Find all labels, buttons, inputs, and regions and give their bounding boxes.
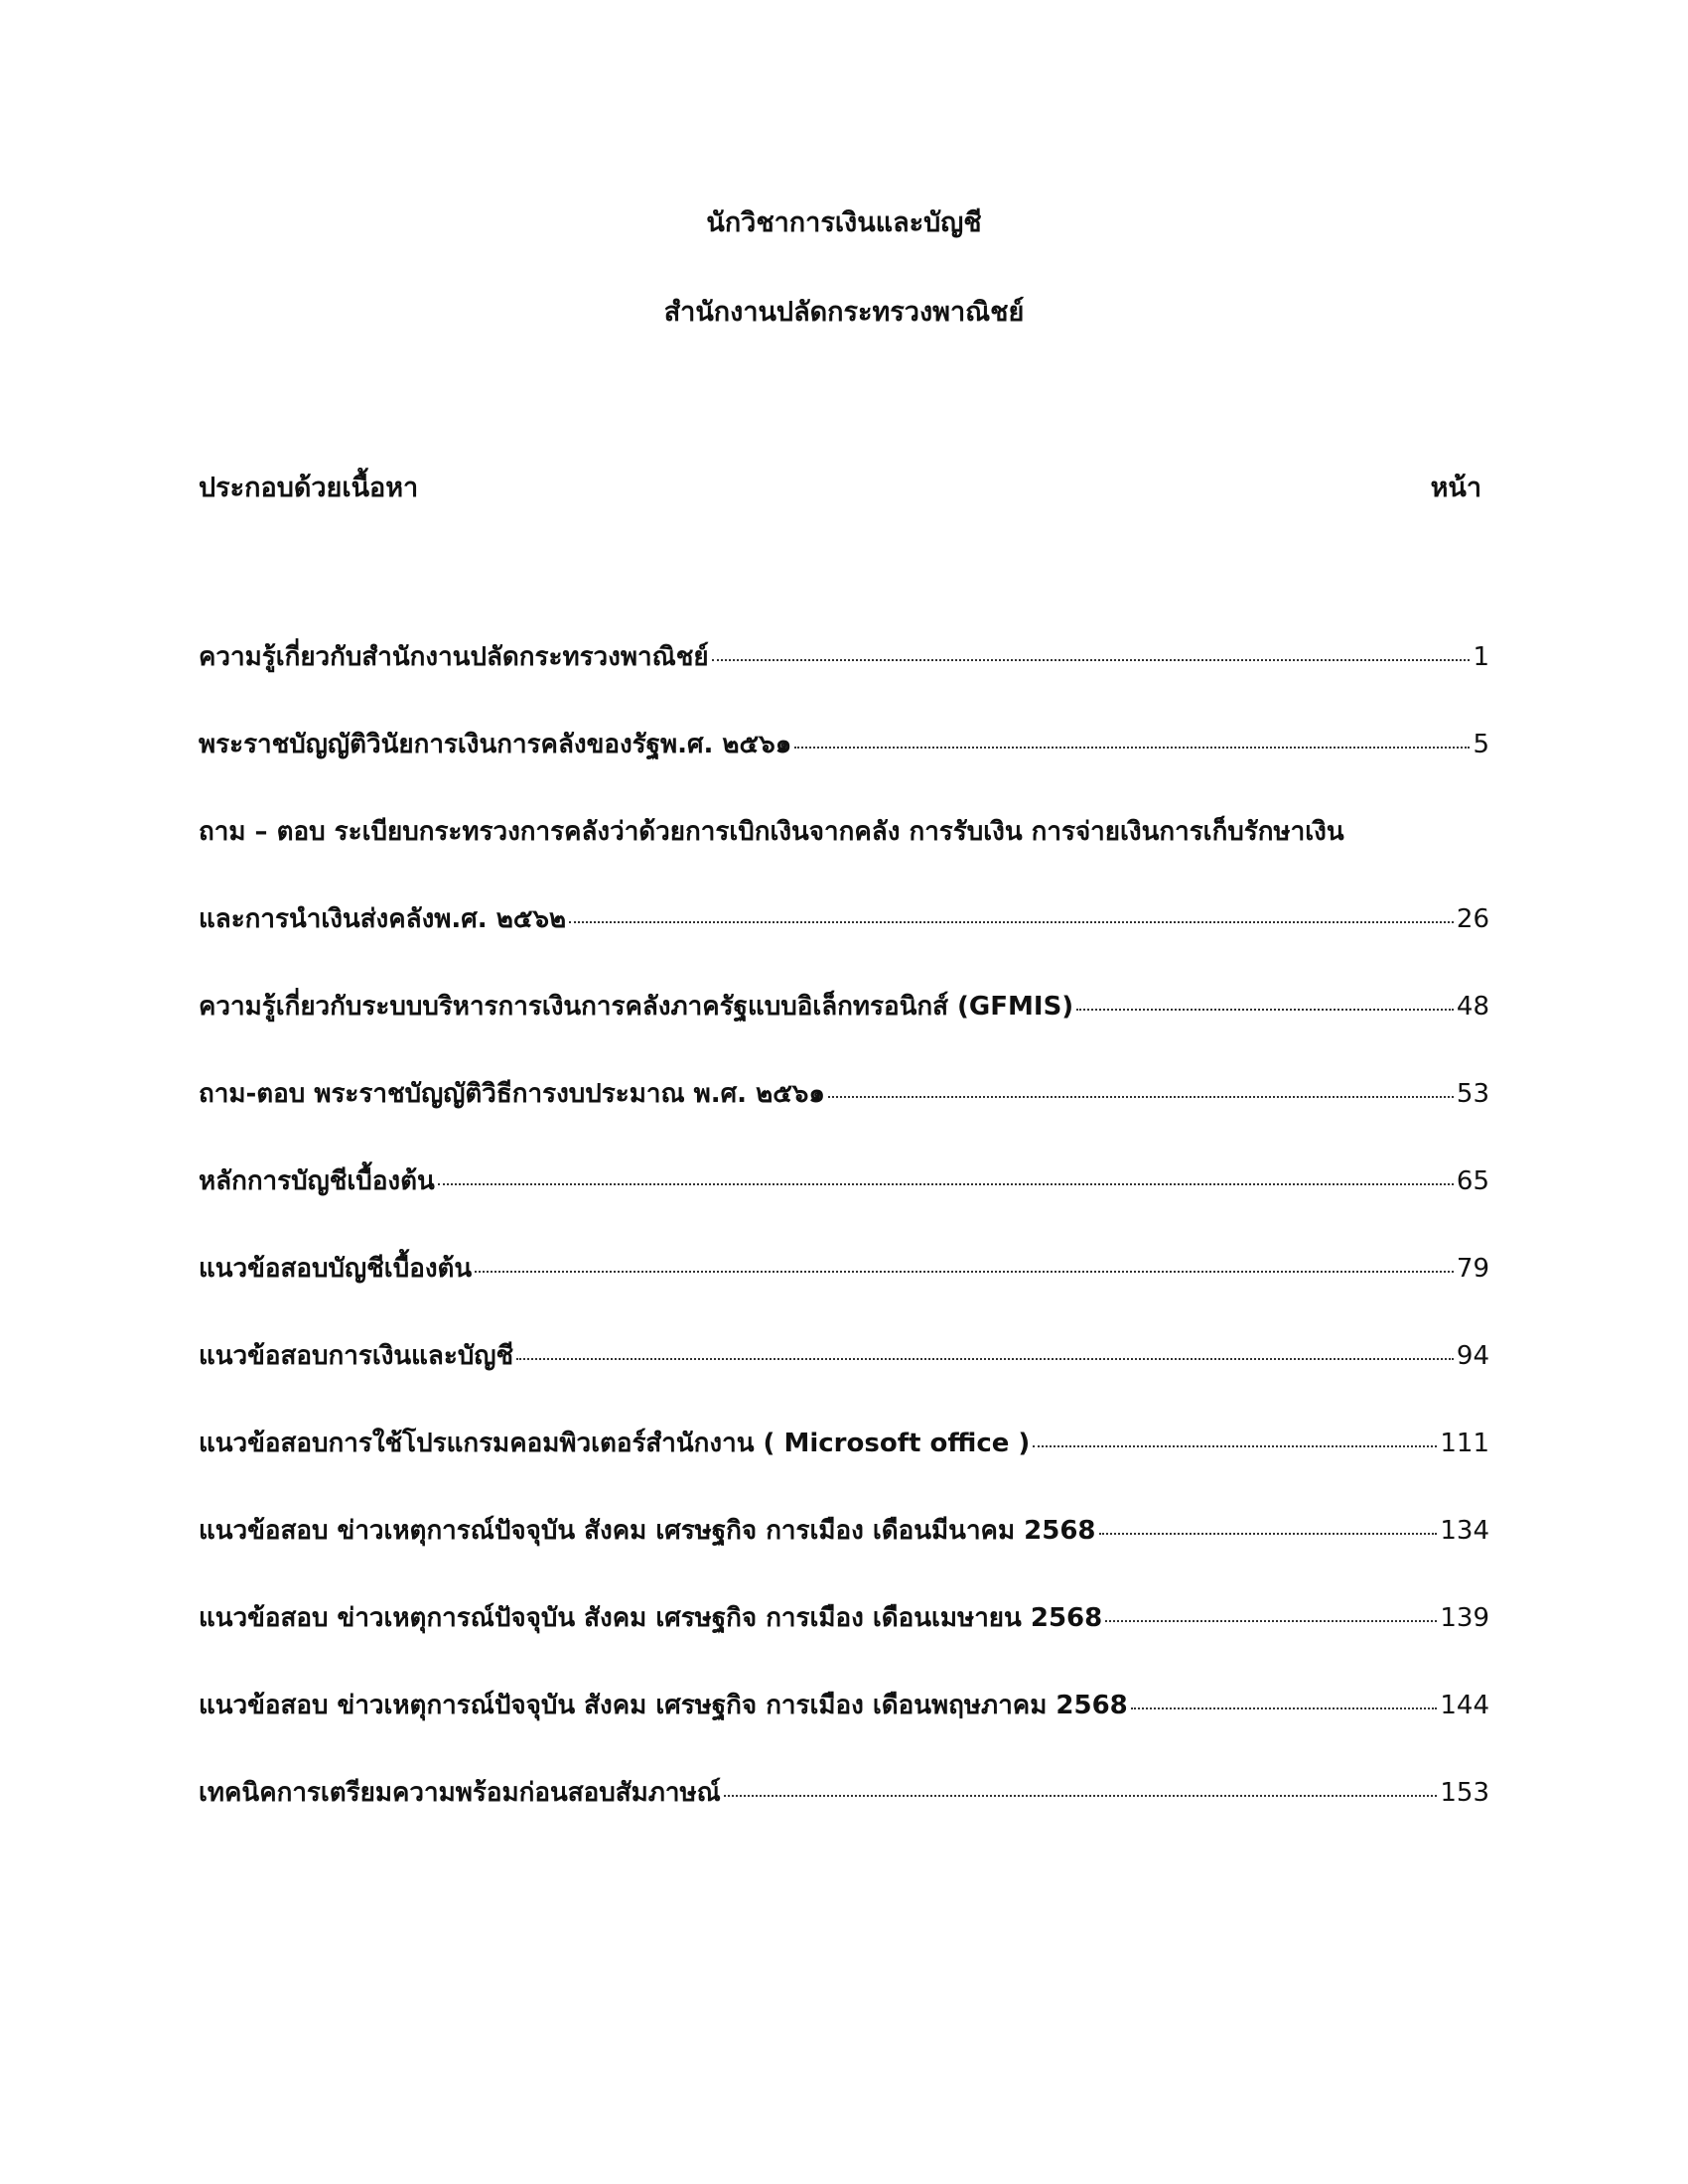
toc-entry-page: 139 bbox=[1440, 1603, 1489, 1633]
toc-entry[interactable] bbox=[199, 637, 1489, 725]
toc-entry-page: 53 bbox=[1456, 1079, 1489, 1109]
toc-leader-dots bbox=[569, 919, 1454, 923]
toc-entry-title: แนวข้อสอบ ข่าวเหตุการณ์ปัจจุบัน สังคม เศรษฐกิจ การเมือง เดือนพฤษภาคม 2568 bbox=[199, 1691, 1128, 1720]
toc-leader-dots bbox=[1105, 1618, 1437, 1622]
toc-entry[interactable] bbox=[199, 1511, 1489, 1598]
toc-entry[interactable] bbox=[199, 1249, 1489, 1336]
toc-entry[interactable] bbox=[199, 1336, 1489, 1424]
toc-entry[interactable] bbox=[199, 812, 1489, 899]
toc-leader-dots bbox=[1131, 1706, 1438, 1709]
toc-entry-page: 111 bbox=[1440, 1429, 1489, 1458]
toc-entry[interactable] bbox=[199, 1686, 1489, 1773]
toc-entry[interactable] bbox=[199, 1161, 1489, 1249]
toc-leader-dots bbox=[828, 1094, 1454, 1098]
toc-heading-page: หน้า bbox=[1430, 473, 1481, 503]
toc-entry[interactable] bbox=[199, 1598, 1489, 1686]
toc-entry-page: 94 bbox=[1456, 1341, 1489, 1371]
toc-entry-page: 48 bbox=[1456, 992, 1489, 1022]
toc-entry-page: 1 bbox=[1473, 642, 1489, 672]
toc-heading-contents: ประกอบด้วยเนื้อหา bbox=[199, 473, 419, 503]
toc-entry-title: แนวข้อสอบ ข่าวเหตุการณ์ปัจจุบัน สังคม เศรษฐกิจ การเมือง เดือนเมษายน 2568 bbox=[199, 1603, 1103, 1633]
toc-list bbox=[199, 637, 1489, 1860]
toc-entry[interactable] bbox=[199, 899, 1489, 987]
toc-entry-page: 79 bbox=[1456, 1254, 1489, 1284]
toc-leader-dots bbox=[1076, 1007, 1454, 1011]
toc-leader-dots bbox=[516, 1356, 1454, 1360]
toc-entry-title: แนวข้อสอบบัญชีเบื้องต้น bbox=[199, 1254, 473, 1284]
toc-entry-page: 153 bbox=[1440, 1778, 1489, 1808]
toc-leader-dots bbox=[724, 1793, 1438, 1797]
toc-entry-title: เทคนิคการเตรียมความพร้อมก่อนสอบสัมภาษณ์ bbox=[199, 1778, 721, 1808]
toc-entry[interactable] bbox=[199, 1773, 1489, 1860]
toc-entry[interactable] bbox=[199, 987, 1489, 1074]
toc-leader-dots bbox=[1099, 1531, 1438, 1535]
toc-entry-title: ถาม-ตอบ พระราชบัญญัติวิธีการงบประมาณ พ.ศ. ๒๕๖๑ bbox=[199, 1079, 825, 1109]
toc-entry[interactable] bbox=[199, 1074, 1489, 1161]
toc-entry[interactable] bbox=[199, 725, 1489, 812]
toc-entry-title: แนวข้อสอบการใช้โปรแกรมคอมพิวเตอร์สำนักงาน ( Microsoft office ) bbox=[199, 1429, 1031, 1458]
toc-entry-title: แนวข้อสอบการเงินและบัญชี bbox=[199, 1341, 514, 1371]
toc-heading-row bbox=[199, 469, 1481, 508]
toc-entry-title: พระราชบัญญัติวินัยการเงินการคลังของรัฐพ.ศ. ๒๕๖๑ bbox=[199, 730, 792, 759]
toc-entry-page: 134 bbox=[1440, 1516, 1489, 1546]
toc-entry-title: ความรู้เกี่ยวกับสำนักงานปลัดกระทรวงพาณิชย์ bbox=[199, 642, 709, 672]
toc-entry-title: ความรู้เกี่ยวกับระบบบริหารการเงินการคลังภาครัฐแบบอิเล็กทรอนิกส์ (GFMIS) bbox=[199, 992, 1074, 1022]
toc-leader-dots bbox=[712, 657, 1471, 661]
toc-entry-title: หลักการบัญชีเบื้องต้น bbox=[199, 1166, 435, 1196]
document-title: นักวิชาการเงินและบัญชี bbox=[706, 207, 982, 238]
toc-leader-dots bbox=[794, 745, 1470, 749]
toc-entry-page: 26 bbox=[1456, 904, 1489, 934]
document-subtitle: สำนักงานปลัดกระทรวงพาณิชย์ bbox=[663, 297, 1025, 328]
toc-entry-page: 144 bbox=[1440, 1691, 1489, 1720]
toc-leader-dots bbox=[475, 1269, 1454, 1273]
toc-entry[interactable] bbox=[199, 1424, 1489, 1511]
toc-entry-title: แนวข้อสอบ ข่าวเหตุการณ์ปัจจุบัน สังคม เศรษฐกิจ การเมือง เดือนมีนาคม 2568 bbox=[199, 1516, 1096, 1546]
toc-entry-page: 5 bbox=[1473, 730, 1489, 759]
toc-leader-dots bbox=[438, 1181, 1454, 1185]
toc-entry-title: และการนำเงินส่งคลังพ.ศ. ๒๕๖๒ bbox=[199, 904, 567, 934]
toc-entry-page: 65 bbox=[1456, 1166, 1489, 1196]
toc-leader-dots bbox=[1033, 1443, 1437, 1447]
toc-entry-title: ถาม – ตอบ ระเบียบกระทรวงการคลังว่าด้วยการเบิกเงินจากคลัง การรับเงิน การจ่ายเงินการเก็บรักษาเงิน bbox=[199, 817, 1344, 847]
